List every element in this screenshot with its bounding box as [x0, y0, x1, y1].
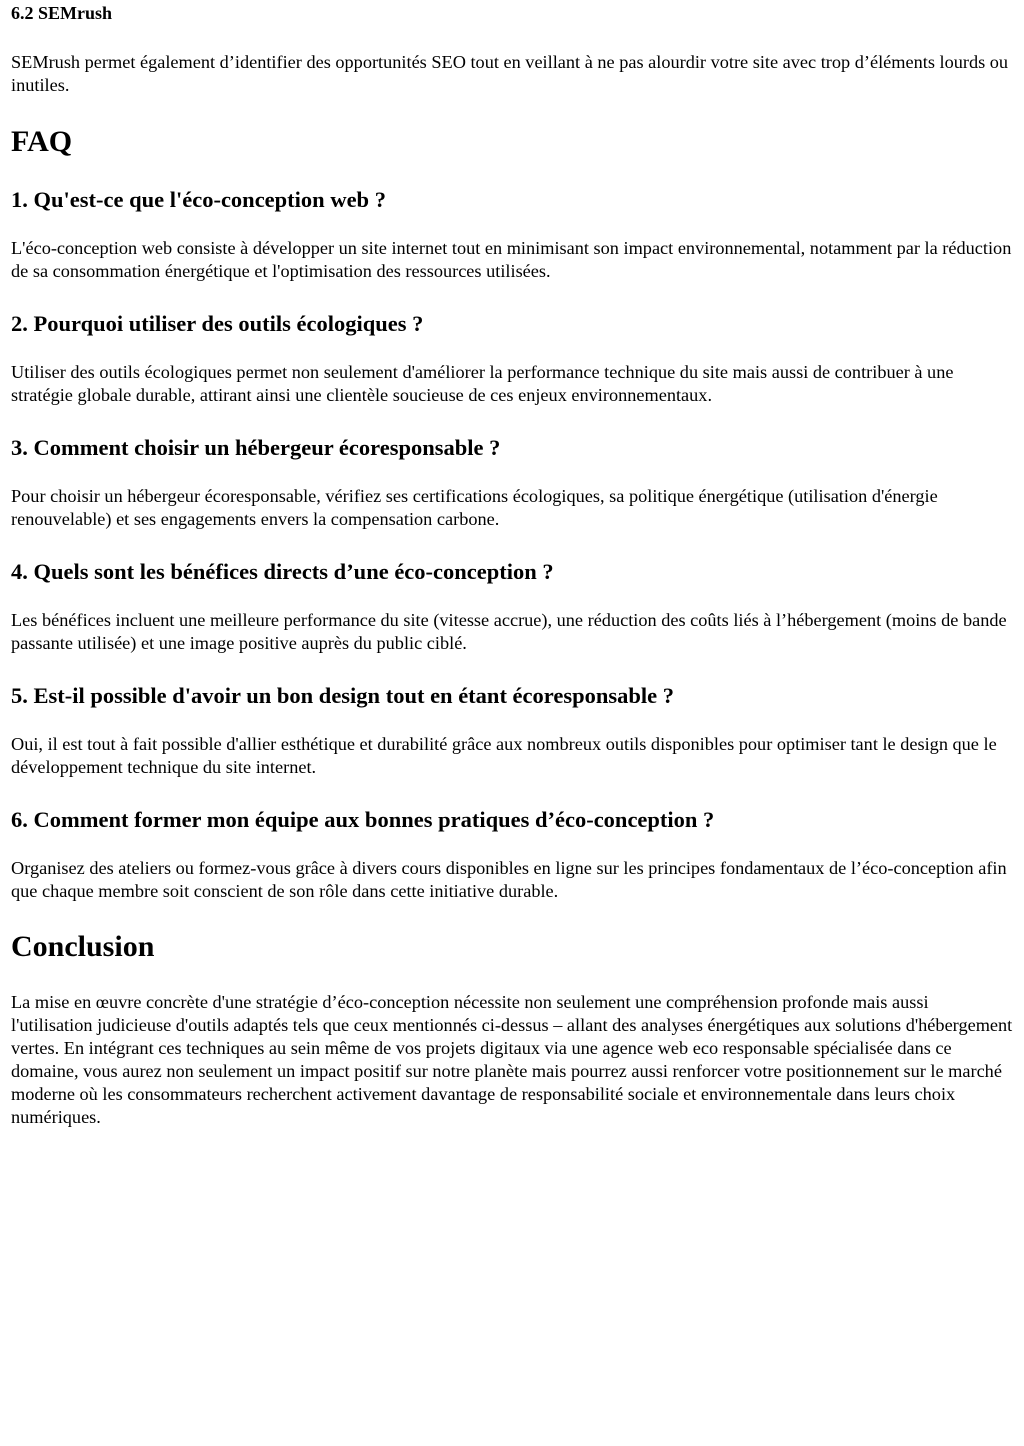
faq-answer: Oui, il est tout à fait possible d'allier esthétique et durabilité grâce aux nombreux outils disponibles pour optimiser tant le design que le développement technique du site internet.	[11, 734, 997, 777]
faq-item-5	[11, 683, 1014, 779]
faq-item-1	[11, 187, 1014, 283]
faq-answer: Utiliser des outils écologiques permet non seulement d'améliorer la performance technique du site mais aussi de contribuer à une stratégie globale durable, attirant ainsi une clientèle soucieuse de ces enjeux environnementaux.	[11, 362, 954, 405]
faq-item-3	[11, 435, 1014, 531]
faq-question: 1. Qu'est-ce que l'éco-conception web ?	[11, 187, 386, 212]
faq-item-4	[11, 559, 1014, 655]
faq-question: 2. Pourquoi utiliser des outils écologiques ?	[11, 311, 424, 336]
faq-title: FAQ	[11, 125, 73, 158]
faq-question: 5. Est-il possible d'avoir un bon design tout en étant écoresponsable ?	[11, 683, 675, 708]
faq-answer: L'éco-conception web consiste à développer un site internet tout en minimisant son impact environnemental, notamment par la réduction de sa consommation énergétique et l'optimisation des ressources utilisées.	[11, 238, 1012, 281]
section-paragraph: SEMrush permet également d’identifier des opportunités SEO tout en veillant à ne pas alourdir votre site avec trop d’éléments lourds ou inutiles.	[11, 52, 1009, 95]
faq-answer: Les bénéfices incluent une meilleure performance du site (vitesse accrue), une réduction des coûts liés à l’hébergement (moins de bande passante utilisée) et une image positive auprès du public ciblé.	[11, 610, 1007, 653]
faq-item-2	[11, 311, 1014, 407]
conclusion-title: Conclusion	[11, 930, 155, 963]
faq-question: 6. Comment former mon équipe aux bonnes pratiques d’éco-conception ?	[11, 807, 715, 832]
faq-item-6	[11, 807, 1014, 903]
section-heading: 6.2 SEMrush	[11, 3, 113, 23]
faq-answer: Organisez des ateliers ou formez-vous grâce à divers cours disponibles en ligne sur les principes fondamentaux de l’éco-conception afin que chaque membre soit conscient de son rôle dans cette initiative durable.	[11, 858, 1007, 901]
faq-answer: Pour choisir un hébergeur écoresponsable, vérifiez ses certifications écologiques, sa politique énergétique (utilisation d'énergie renouvelable) et ses engagements envers la compensation carbone.	[11, 486, 938, 529]
faq-question: 4. Quels sont les bénéfices directs d’une éco-conception ?	[11, 559, 554, 584]
conclusion-paragraph: La mise en œuvre concrète d'une stratégie d’éco-conception nécessite non seulement une compréhension profonde mais aussi l'utilisation judicieuse d'outils adaptés tels que ceux mentionnés ci-dessus – allant des analyses énergétiques aux solutions d'hébergement vertes. En intégrant ces techniques au sein même de vos projets digitaux via une agence web eco responsable spécialisée dans ce domaine, vous aurez non seulement un impact positif sur notre planète mais pourrez aussi renforcer votre positionnement sur le marché moderne où les consommateurs recherchent activement davantage de responsabilité sociale et environnementale dans leurs choix numériques.	[11, 992, 1013, 1127]
faq-question: 3. Comment choisir un hébergeur écoresponsable ?	[11, 435, 501, 460]
